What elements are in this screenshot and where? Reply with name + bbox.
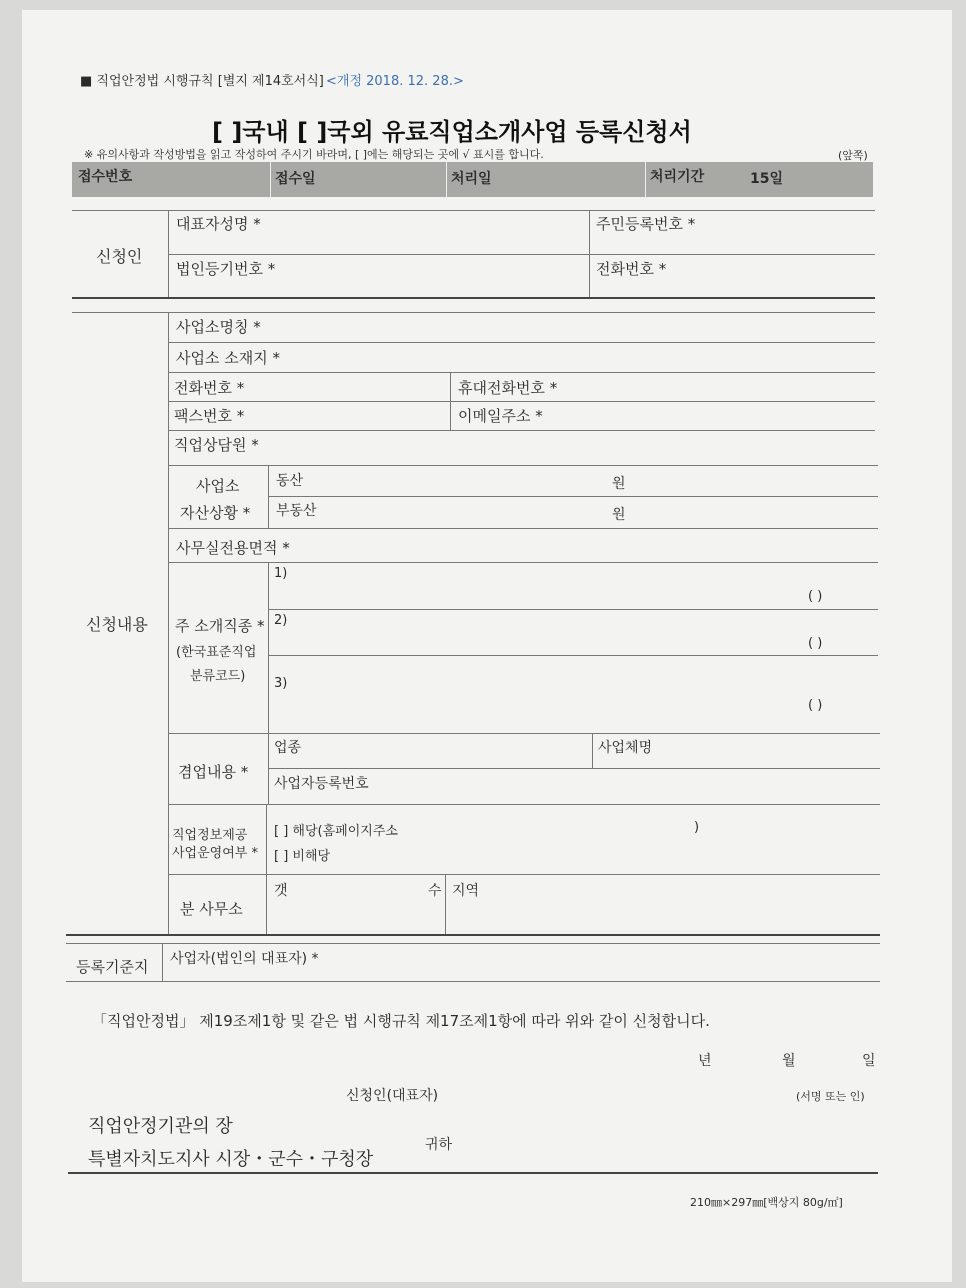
form-title: [ ]국내 [ ]국외 유료직업소개사업 등록신청서 bbox=[212, 118, 692, 146]
immovable-assets-field[interactable]: 부동산 bbox=[276, 503, 317, 519]
industry-field[interactable]: 업종 bbox=[274, 740, 302, 756]
side-business-label: 겸업내용 * bbox=[178, 763, 249, 781]
job-types-label-line3: 분류코드) bbox=[190, 669, 246, 684]
mobile-field[interactable]: 휴대전화번호 * bbox=[458, 379, 558, 397]
biz-address-field[interactable]: 사업소 소재지 * bbox=[176, 349, 280, 367]
applicable-checkbox[interactable]: [ ] 해당(홈페이지주소 bbox=[274, 824, 398, 839]
business-entity-field[interactable]: 사업체명 bbox=[598, 740, 653, 756]
assets-label-line2: 자산상황 * bbox=[180, 504, 251, 522]
page-side-label: (앞쪽) bbox=[838, 149, 868, 162]
branch-office-label: 분 사무소 bbox=[180, 900, 243, 918]
branch-region-field[interactable]: 지역 bbox=[452, 883, 480, 899]
processed-date-label: 처리일 bbox=[451, 171, 492, 187]
job-type-1[interactable]: 1) bbox=[274, 566, 288, 581]
honorific-label: 귀하 bbox=[425, 1137, 453, 1153]
resident-number-field[interactable]: 주민등록번호 * bbox=[596, 215, 696, 233]
corp-registration-field[interactable]: 법인등기번호 * bbox=[176, 260, 276, 278]
biz-phone-field[interactable]: 전화번호 * bbox=[174, 379, 245, 397]
biz-name-field[interactable]: 사업소명칭 * bbox=[176, 318, 261, 336]
law-reference: ■ 직업안정법 시행규칙 [별지 제14호서식] bbox=[80, 74, 324, 89]
not-applicable-checkbox[interactable]: [ ] 비해당 bbox=[274, 849, 331, 864]
email-field[interactable]: 이메일주소 * bbox=[458, 407, 543, 425]
movable-won-unit: 원 bbox=[612, 476, 626, 492]
business-owner-field[interactable]: 사업자(법인의 대표자) * bbox=[170, 951, 319, 967]
rep-name-field[interactable]: 대표자성명 * bbox=[176, 215, 261, 233]
signature-field[interactable]: (서명 또는 인) bbox=[796, 1090, 865, 1103]
receipt-number-label: 접수번호 bbox=[78, 169, 133, 185]
job-code-3[interactable]: ( ) bbox=[808, 698, 823, 713]
paper-spec: 210㎜×297㎜[백상지 80g/㎡] bbox=[690, 1196, 843, 1209]
immovable-won-unit: 원 bbox=[612, 507, 626, 523]
declaration-statement: 「직업안정법」 제19조제1항 및 같은 법 시행규칙 제17조제1항에 따라 위와 같이 신청합니다. bbox=[92, 1012, 710, 1030]
processing-period-value: 15일 bbox=[750, 171, 784, 187]
month-label[interactable]: 월 bbox=[782, 1053, 796, 1069]
counselor-field[interactable]: 직업상담원 * bbox=[174, 436, 259, 454]
job-info-label-line2: 사업운영여부 * bbox=[172, 846, 258, 861]
branch-count-unit: 수 bbox=[428, 883, 442, 899]
applicant-section-label: 신청인 bbox=[96, 247, 143, 266]
fax-field[interactable]: 팩스번호 * bbox=[174, 407, 245, 425]
movable-assets-field[interactable]: 동산 bbox=[276, 473, 304, 489]
day-label[interactable]: 일 bbox=[862, 1053, 876, 1069]
job-code-2[interactable]: ( ) bbox=[808, 636, 823, 651]
job-types-label-line2: (한국표준직업 bbox=[176, 645, 257, 660]
registration-base-label: 등록기준지 bbox=[76, 958, 149, 976]
processing-period-label: 처리기간 bbox=[650, 169, 705, 185]
job-type-3[interactable]: 3) bbox=[274, 676, 288, 691]
business-registration-field[interactable]: 사업자등록번호 bbox=[274, 776, 369, 792]
recipient-line1: 직업안정기관의 장 bbox=[88, 1116, 233, 1137]
office-area-field[interactable]: 사무실전용면적 * bbox=[176, 539, 290, 557]
job-types-label-line1: 주 소개직종 * bbox=[175, 617, 265, 635]
homepage-close-paren: ) bbox=[694, 820, 700, 835]
revision-date: <개정 2018. 12. 28.> bbox=[326, 74, 464, 89]
applicant-phone-field[interactable]: 전화번호 * bbox=[596, 260, 667, 278]
receipt-date-label: 접수일 bbox=[275, 171, 316, 187]
year-label[interactable]: 년 bbox=[698, 1053, 712, 1069]
recipient-line2: 특별자치도지사 시장・군수・구청장 bbox=[88, 1149, 374, 1170]
branch-count-field[interactable]: 갯 bbox=[274, 883, 288, 899]
assets-label-line1: 사업소 bbox=[196, 477, 240, 495]
applicant-sign-label: 신청인(대표자) bbox=[346, 1088, 439, 1104]
application-section-label: 신청내용 bbox=[86, 615, 148, 634]
notice-text: ※ 유의사항과 작성방법을 읽고 작성하여 주시기 바라며, [ ]에는 해당되는 곳에 √ 표시를 합니다. bbox=[84, 148, 544, 161]
job-type-2[interactable]: 2) bbox=[274, 613, 288, 628]
job-code-1[interactable]: ( ) bbox=[808, 589, 823, 604]
job-info-label-line1: 직업정보제공 bbox=[172, 828, 248, 843]
